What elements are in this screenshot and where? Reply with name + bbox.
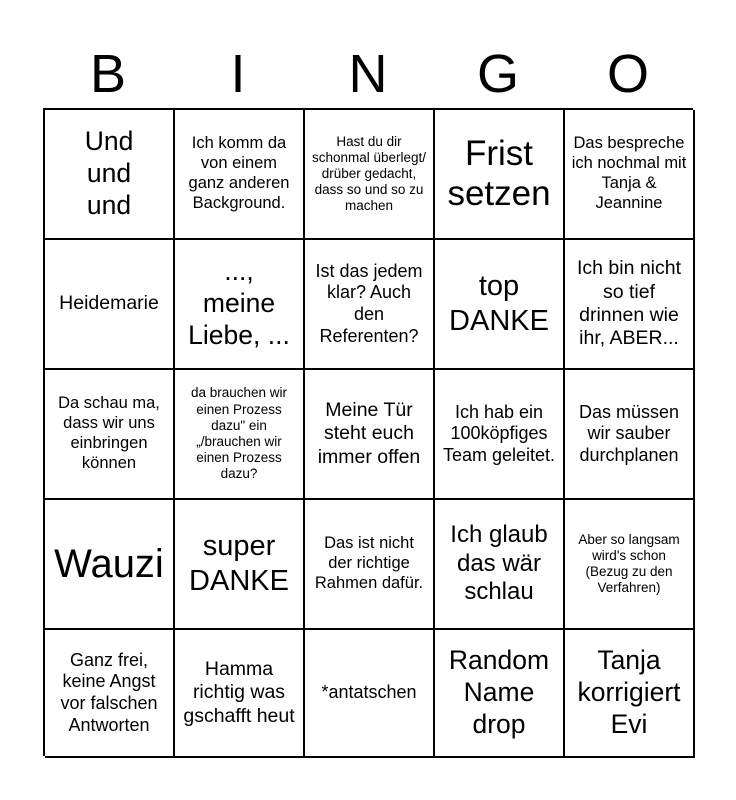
bingo-cell[interactable]: Das ist nicht der richtige Rahmen dafür. (305, 500, 435, 630)
header-letter-i: I (230, 44, 246, 104)
bingo-cell[interactable]: Hast du dir schonmal überlegt/ drüber gedacht, dass so und so zu machen (305, 110, 435, 240)
bingo-cell[interactable]: Frist setzen (435, 110, 565, 240)
bingo-cell[interactable]: Das müssen wir sauber durchplanen (565, 370, 695, 500)
bingo-cell[interactable]: Das bespreche ich nochmal mit Tanja & Jeannine (565, 110, 695, 240)
bingo-cell[interactable]: Ich komm da von einem ganz anderen Background. (175, 110, 305, 240)
bingo-cell[interactable]: Tanja korrigiert Evi (565, 630, 695, 758)
bingo-cell[interactable]: Aber so langsam wird's schon (Bezug zu den Verfahren) (565, 500, 695, 630)
header-letter-o: O (606, 44, 649, 104)
bingo-cell[interactable]: Wauzi (45, 500, 175, 630)
bingo-cell[interactable]: Ich bin nicht so tief drinnen wie ihr, ABER... (565, 240, 695, 370)
bingo-cell[interactable]: top DANKE (435, 240, 565, 370)
bingo-cell[interactable]: Heidemarie (45, 240, 175, 370)
bingo-cell[interactable]: super DANKE (175, 500, 305, 630)
bingo-cell[interactable]: Ist das jedem klar? Auch den Referenten? (305, 240, 435, 370)
bingo-cell[interactable]: Ich glaub das wär schlau (435, 500, 565, 630)
bingo-header (43, 40, 693, 108)
bingo-cell[interactable]: ..., meine Liebe, ... (175, 240, 305, 370)
bingo-cell[interactable]: *antatschen (305, 630, 435, 758)
bingo-cell[interactable]: da brauchen wir einen Prozess dazu" ein „/brauchen wir einen Prozess dazu? (175, 370, 305, 500)
bingo-cell[interactable]: Meine Tür steht euch immer offen (305, 370, 435, 500)
bingo-cell[interactable]: Ganz frei, keine Angst vor falschen Antworten (45, 630, 175, 758)
bingo-cell[interactable]: Ich hab ein 100köpfiges Team geleitet. (435, 370, 565, 500)
header-letter-g: G (476, 44, 519, 104)
bingo-cell[interactable]: Hamma richtig was gschafft heut (175, 630, 305, 758)
bingo-cell[interactable]: Und und und (45, 110, 175, 240)
header-letter-n: N (348, 44, 388, 104)
bingo-cell[interactable]: Random Name drop (435, 630, 565, 758)
bingo-cell[interactable]: Da schau ma, dass wir uns einbringen können (45, 370, 175, 500)
header-letter-b: B (89, 44, 127, 104)
bingo-grid (43, 108, 693, 756)
